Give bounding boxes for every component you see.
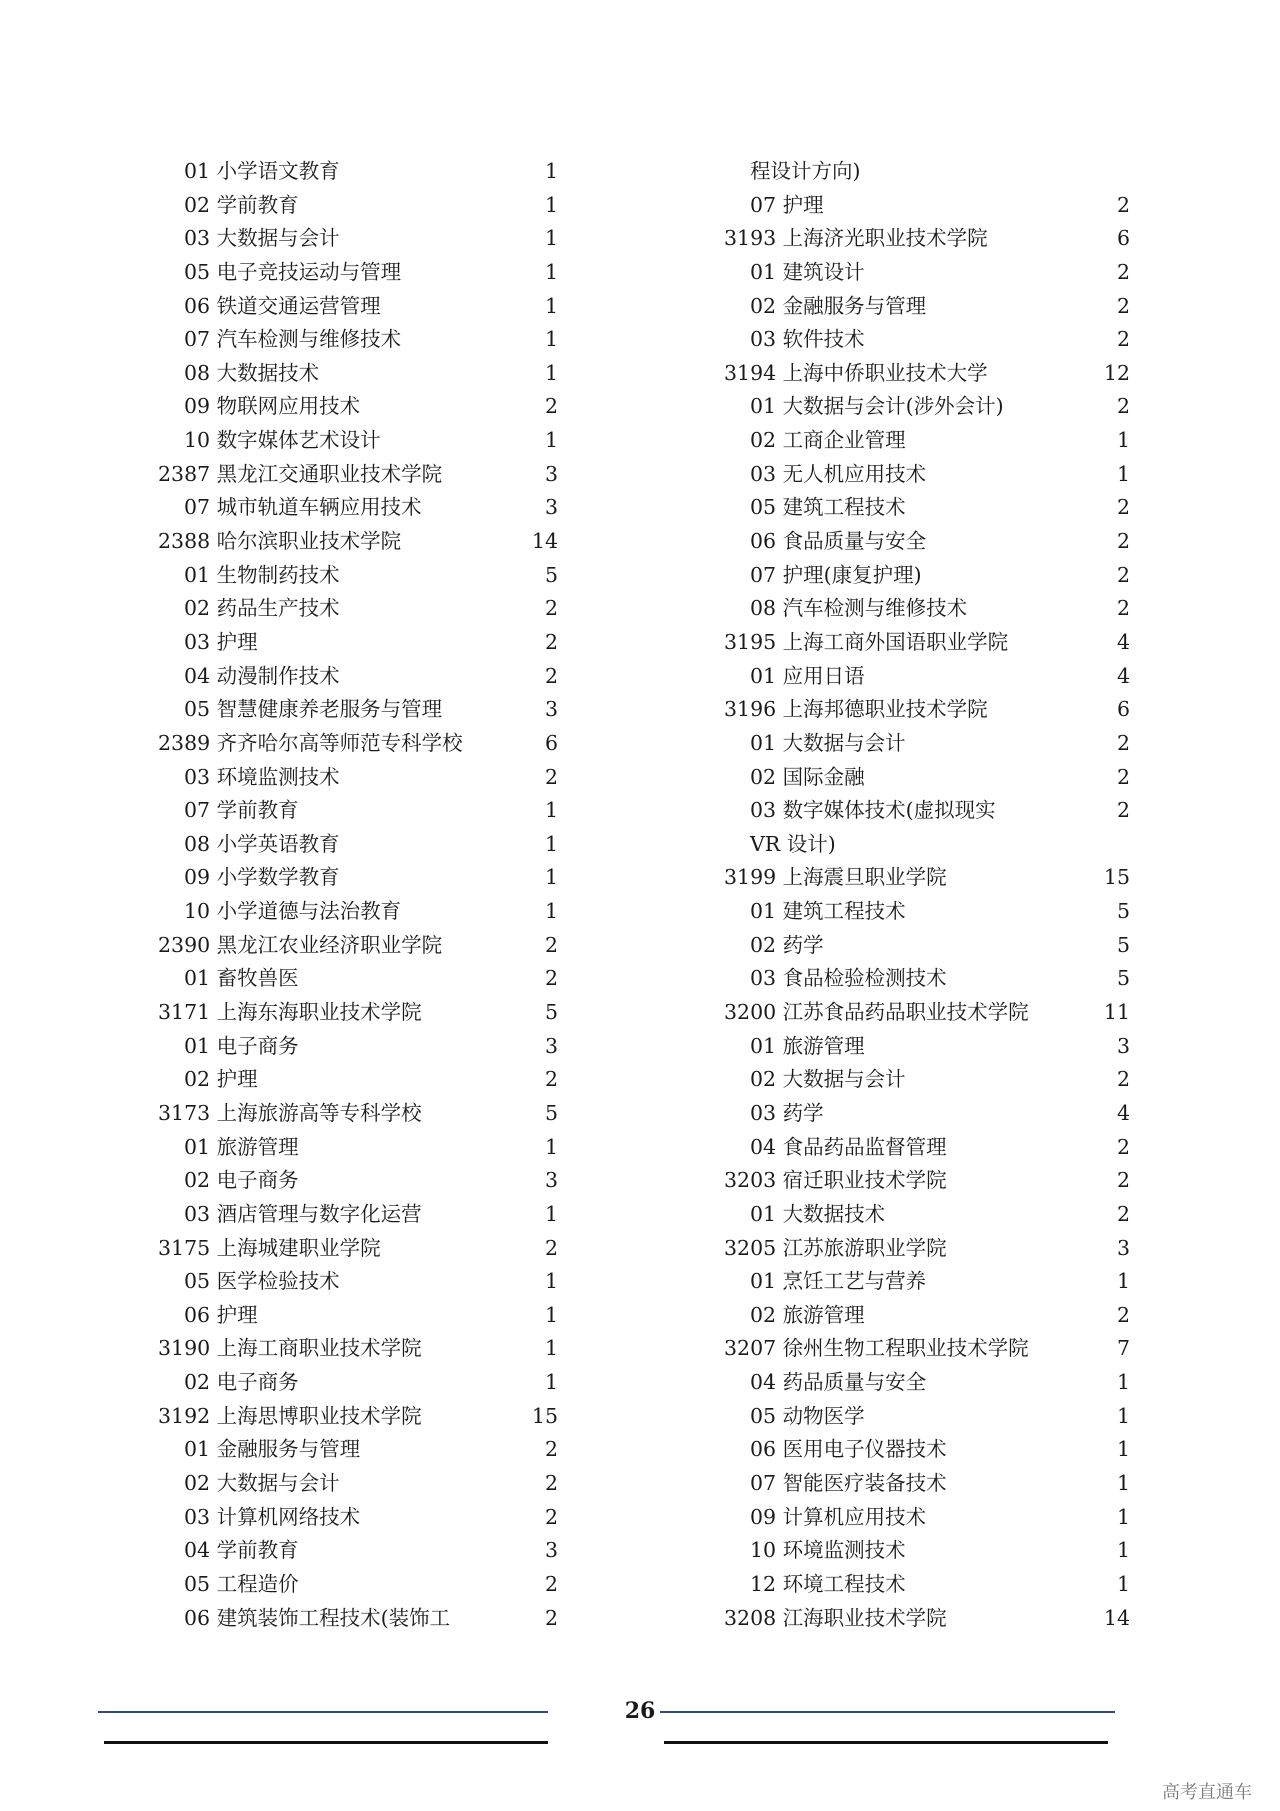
major-name: 10 数字媒体艺术设计 (184, 428, 381, 453)
quota-count: 2 (544, 1437, 558, 1462)
school-row (158, 1097, 558, 1131)
quota-count: 3 (544, 495, 558, 520)
school-row (724, 1602, 1130, 1636)
quota-count: 1 (544, 1134, 558, 1159)
major-name: 02 大数据与会计 (184, 1470, 340, 1495)
school-row (724, 693, 1130, 727)
school-row (158, 1400, 558, 1434)
quota-count: 1 (544, 899, 558, 924)
quota-count: 1 (544, 226, 558, 251)
major-name: 03 酒店管理与数字化运营 (184, 1201, 422, 1226)
school-name: 3196 上海邦德职业技术学院 (724, 697, 988, 722)
major-name: 05 医学检验技术 (184, 1269, 340, 1294)
major-name: 04 食品药品监督管理 (750, 1134, 947, 1159)
major-row (158, 861, 558, 895)
school-row (158, 1232, 558, 1266)
major-name: 程设计方向) (750, 159, 861, 183)
quota-count: 1 (1116, 1437, 1130, 1462)
quota-count: 6 (1116, 226, 1130, 251)
school-row (724, 222, 1130, 256)
major-row (724, 1030, 1130, 1064)
major-name: 08 大数据技术 (184, 360, 320, 385)
major-row (158, 1164, 558, 1198)
major-row (724, 1467, 1130, 1501)
major-name: 06 护理 (184, 1302, 258, 1327)
quota-count: 1 (1116, 1571, 1130, 1596)
quota-count: 2 (544, 1067, 558, 1092)
major-row (724, 1299, 1130, 1333)
major-name: 08 汽车检测与维修技术 (750, 596, 968, 621)
quota-count: 2 (1116, 1201, 1130, 1226)
quota-count: 2 (544, 1235, 558, 1260)
school-name: 3190 上海工商职业技术学院 (158, 1336, 422, 1361)
major-name: 02 药品生产技术 (184, 596, 340, 621)
major-row (158, 1568, 558, 1602)
major-name: 04 动漫制作技术 (184, 663, 340, 688)
right-column (724, 155, 1130, 1635)
major-name: 07 汽车检测与维修技术 (184, 327, 402, 352)
major-name: 06 建筑装饰工程技术(装饰工 (184, 1605, 451, 1630)
major-row (724, 1265, 1130, 1299)
quota-count: 2 (544, 966, 558, 991)
quota-count: 4 (1116, 663, 1130, 688)
major-row (158, 1534, 558, 1568)
quota-count: 5 (544, 562, 558, 587)
quota-count: 2 (1116, 798, 1130, 823)
quota-count: 5 (544, 1100, 558, 1125)
major-name: 01 畜牧兽医 (184, 966, 299, 991)
school-name: 2389 齐齐哈尔高等师范专科学校 (158, 730, 463, 755)
school-name: 3199 上海震旦职业学院 (724, 865, 947, 890)
major-row (158, 323, 558, 357)
quota-count: 1 (544, 1370, 558, 1395)
major-name: 02 国际金融 (750, 764, 865, 789)
major-row (724, 761, 1130, 795)
quota-count: 2 (1116, 730, 1130, 755)
quota-count: 1 (1116, 1504, 1130, 1529)
major-name: 01 电子商务 (184, 1033, 299, 1058)
major-name: 02 电子商务 (184, 1370, 299, 1395)
major-name: 01 旅游管理 (184, 1134, 299, 1159)
major-row (724, 1097, 1130, 1131)
quota-count: 3 (544, 461, 558, 486)
major-name: 03 无人机应用技术 (750, 461, 927, 486)
major-name: 01 大数据与会计 (750, 730, 906, 755)
quota-count: 3 (1116, 1235, 1130, 1260)
major-row (724, 1568, 1130, 1602)
major-row (158, 1198, 558, 1232)
major-name: 01 金融服务与管理 (184, 1437, 361, 1462)
school-row (724, 861, 1130, 895)
major-row (158, 1265, 558, 1299)
school-row (724, 996, 1130, 1030)
quota-count: 2 (544, 1571, 558, 1596)
major-row (724, 1063, 1130, 1097)
major-name: 03 大数据与会计 (184, 226, 340, 251)
school-name: 3207 徐州生物工程职业技术学院 (724, 1336, 1029, 1361)
major-row (724, 895, 1130, 929)
major-name: 03 药学 (750, 1100, 824, 1125)
major-row (158, 1299, 558, 1333)
major-name: 01 建筑设计 (750, 259, 865, 284)
quota-count: 1 (544, 1201, 558, 1226)
quota-count: 1 (1116, 1403, 1130, 1428)
major-row (724, 1366, 1130, 1400)
school-row (158, 1332, 558, 1366)
quota-count: 7 (1116, 1336, 1130, 1361)
school-row (158, 458, 558, 492)
quota-count: 1 (544, 831, 558, 856)
quota-count: 1 (1116, 461, 1130, 486)
major-row (724, 458, 1130, 492)
quota-count: 2 (544, 1470, 558, 1495)
quota-count: 2 (1116, 1168, 1130, 1193)
quota-count: 1 (544, 259, 558, 284)
major-row (158, 1501, 558, 1535)
major-name: 02 旅游管理 (750, 1302, 865, 1327)
major-name: 01 大数据技术 (750, 1201, 886, 1226)
major-name: 03 数字媒体技术(虚拟现实 (750, 798, 996, 823)
major-name: 12 环境工程技术 (750, 1571, 906, 1596)
major-name: 01 大数据与会计(涉外会计) (750, 394, 1004, 419)
quota-count: 6 (544, 730, 558, 755)
quota-count: 3 (544, 1168, 558, 1193)
quota-count: 5 (1116, 932, 1130, 957)
quota-count: 2 (1116, 764, 1130, 789)
quota-count: 11 (1103, 1000, 1130, 1025)
quota-count: 2 (1116, 495, 1130, 520)
school-row (724, 1164, 1130, 1198)
quota-count: 1 (544, 293, 558, 318)
major-row (158, 895, 558, 929)
quota-count: 5 (544, 1000, 558, 1025)
major-name: 05 动物医学 (750, 1403, 865, 1428)
major-name: 03 护理 (184, 629, 258, 654)
major-name: 03 软件技术 (750, 327, 865, 352)
major-row (724, 592, 1130, 626)
major-name: 10 小学道德与法治教育 (184, 899, 402, 924)
major-row (724, 962, 1130, 996)
quota-count: 3 (544, 1033, 558, 1058)
quota-count: 2 (1116, 192, 1130, 217)
major-row (724, 491, 1130, 525)
school-row (158, 525, 558, 559)
continuation-row (724, 828, 1130, 862)
major-name: 03 计算机网络技术 (184, 1504, 361, 1529)
major-name: 01 旅游管理 (750, 1033, 865, 1058)
quota-count: 2 (1116, 394, 1130, 419)
quota-count: 1 (1116, 1470, 1130, 1495)
major-name: VR 设计) (750, 831, 836, 856)
quota-count: 12 (1103, 360, 1130, 385)
major-name: 02 金融服务与管理 (750, 293, 927, 318)
footer-rule-bottom-left (104, 1741, 548, 1744)
quota-count: 2 (1116, 1134, 1130, 1159)
page-number: 26 (624, 1698, 656, 1724)
quota-count: 1 (1116, 1269, 1130, 1294)
quota-count: 2 (1116, 1067, 1130, 1092)
major-row (158, 1366, 558, 1400)
quota-count: 2 (1116, 529, 1130, 554)
major-name: 01 建筑工程技术 (750, 899, 906, 924)
major-row (724, 1400, 1130, 1434)
major-name: 01 应用日语 (750, 663, 865, 688)
major-name: 05 电子竞技运动与管理 (184, 259, 402, 284)
major-row (158, 256, 558, 290)
school-name: 3171 上海东海职业技术学院 (158, 1000, 422, 1025)
major-row (724, 1433, 1130, 1467)
quota-count: 2 (544, 1605, 558, 1630)
major-row (158, 1063, 558, 1097)
major-row (158, 357, 558, 391)
major-name: 07 护理(康复护理) (750, 562, 922, 587)
major-row (724, 1501, 1130, 1535)
footer-rule-bottom-right (664, 1741, 1108, 1744)
major-row (724, 559, 1130, 593)
major-name: 07 城市轨道车辆应用技术 (184, 495, 422, 520)
quota-count: 2 (1116, 596, 1130, 621)
quota-count: 1 (544, 159, 558, 183)
major-name: 02 护理 (184, 1067, 258, 1092)
quota-count: 1 (1116, 1370, 1130, 1395)
major-row (158, 592, 558, 626)
major-row (158, 491, 558, 525)
major-name: 04 学前教育 (184, 1538, 299, 1563)
quota-count: 3 (544, 1538, 558, 1563)
quota-count: 15 (531, 1403, 558, 1428)
major-row (724, 525, 1130, 559)
major-name: 02 工商企业管理 (750, 428, 906, 453)
major-name: 03 环境监测技术 (184, 764, 340, 789)
major-row (158, 1030, 558, 1064)
major-row (724, 794, 1130, 828)
major-name: 05 工程造价 (184, 1571, 299, 1596)
major-row (158, 1602, 558, 1636)
major-row (724, 424, 1130, 458)
quota-count: 2 (1116, 562, 1130, 587)
quota-count: 2 (1116, 1302, 1130, 1327)
quota-count: 1 (544, 428, 558, 453)
school-name: 2387 黑龙江交通职业技术学院 (158, 461, 443, 486)
quota-count: 15 (1103, 865, 1130, 890)
quota-count: 2 (1116, 293, 1130, 318)
major-name: 02 电子商务 (184, 1168, 299, 1193)
quota-count: 1 (544, 798, 558, 823)
school-name: 3208 江海职业技术学院 (724, 1605, 947, 1630)
major-name: 02 学前教育 (184, 192, 299, 217)
major-name: 07 智能医疗装备技术 (750, 1470, 947, 1495)
major-row (158, 189, 558, 223)
major-row (724, 660, 1130, 694)
major-row (158, 222, 558, 256)
quota-count: 14 (531, 529, 558, 554)
major-row (158, 626, 558, 660)
major-row (158, 290, 558, 324)
quota-count: 1 (544, 192, 558, 217)
quota-count: 1 (544, 865, 558, 890)
major-name: 08 小学英语教育 (184, 831, 340, 856)
major-name: 07 护理 (750, 192, 824, 217)
major-row (158, 693, 558, 727)
major-row (724, 323, 1130, 357)
major-row (158, 962, 558, 996)
major-row (158, 794, 558, 828)
major-name: 02 大数据与会计 (750, 1067, 906, 1092)
school-name: 2390 黑龙江农业经济职业学院 (158, 932, 443, 957)
quota-count: 4 (1116, 1100, 1130, 1125)
major-row (724, 1131, 1130, 1165)
school-name: 3203 宿迁职业技术学院 (724, 1168, 947, 1193)
quota-count: 5 (1116, 966, 1130, 991)
quota-count: 2 (544, 629, 558, 654)
major-name: 09 小学数学教育 (184, 865, 340, 890)
quota-count: 2 (544, 764, 558, 789)
major-row (724, 189, 1130, 223)
school-row (158, 929, 558, 963)
quota-count: 2 (1116, 327, 1130, 352)
quota-count: 1 (544, 360, 558, 385)
major-row (158, 761, 558, 795)
school-name: 3192 上海思博职业技术学院 (158, 1403, 422, 1428)
major-row (158, 1131, 558, 1165)
major-row (158, 660, 558, 694)
quota-count: 2 (544, 663, 558, 688)
quota-count: 2 (544, 596, 558, 621)
quota-count: 1 (1116, 1538, 1130, 1563)
school-name: 3193 上海济光职业技术学院 (724, 226, 988, 251)
major-name: 07 学前教育 (184, 798, 299, 823)
school-row (724, 1232, 1130, 1266)
quota-count: 6 (1116, 697, 1130, 722)
major-name: 04 药品质量与安全 (750, 1370, 927, 1395)
quota-count: 1 (544, 1269, 558, 1294)
major-row (158, 559, 558, 593)
major-row (158, 390, 558, 424)
major-name: 09 物联网应用技术 (184, 394, 361, 419)
quota-count: 1 (544, 327, 558, 352)
left-column (158, 155, 558, 1635)
major-row (724, 256, 1130, 290)
school-name: 3194 上海中侨职业技术大学 (724, 360, 988, 385)
major-row (724, 1534, 1130, 1568)
quota-count: 2 (1116, 259, 1130, 284)
school-name: 2388 哈尔滨职业技术学院 (158, 529, 402, 554)
school-name: 3195 上海工商外国语职业学院 (724, 629, 1009, 654)
major-name: 02 药学 (750, 932, 824, 957)
quota-count: 14 (1103, 1605, 1130, 1630)
major-row (158, 828, 558, 862)
major-name: 01 小学语文教育 (184, 159, 340, 183)
major-row (724, 390, 1130, 424)
quota-count: 1 (544, 1302, 558, 1327)
major-name: 06 食品质量与安全 (750, 529, 927, 554)
school-row (158, 996, 558, 1030)
major-name: 06 医用电子仪器技术 (750, 1437, 947, 1462)
major-name: 09 计算机应用技术 (750, 1504, 927, 1529)
quota-count: 2 (544, 394, 558, 419)
major-row (158, 424, 558, 458)
major-name: 06 铁道交通运营管理 (184, 293, 381, 318)
quota-count: 3 (544, 697, 558, 722)
school-name: 3173 上海旅游高等专科学校 (158, 1100, 422, 1125)
school-name: 3205 江苏旅游职业学院 (724, 1235, 947, 1260)
major-name: 05 建筑工程技术 (750, 495, 906, 520)
major-row (158, 1433, 558, 1467)
major-row (158, 1467, 558, 1501)
school-row (724, 1332, 1130, 1366)
major-row (724, 290, 1130, 324)
quota-count: 1 (544, 1336, 558, 1361)
quota-count: 2 (544, 932, 558, 957)
school-name: 3175 上海城建职业学院 (158, 1235, 381, 1260)
major-name: 10 环境监测技术 (750, 1538, 906, 1563)
major-name: 05 智慧健康养老服务与管理 (184, 697, 443, 722)
major-name: 01 生物制药技术 (184, 562, 340, 587)
school-row (724, 626, 1130, 660)
quota-count: 3 (1116, 1033, 1130, 1058)
quota-count: 1 (1116, 428, 1130, 453)
school-row (158, 727, 558, 761)
major-row (724, 1198, 1130, 1232)
school-name: 3200 江苏食品药品职业技术学院 (724, 1000, 1029, 1025)
school-row (724, 357, 1130, 391)
major-name: 03 食品检验检测技术 (750, 966, 947, 991)
major-row (158, 155, 558, 189)
major-row (724, 727, 1130, 761)
quota-count: 5 (1116, 899, 1130, 924)
continuation-row (724, 155, 1130, 189)
major-name: 01 烹饪工艺与营养 (750, 1269, 927, 1294)
major-row (724, 929, 1130, 963)
quota-count: 2 (544, 1504, 558, 1529)
watermark-text: 高考直通车 (1162, 1782, 1252, 1803)
quota-count: 4 (1116, 629, 1130, 654)
